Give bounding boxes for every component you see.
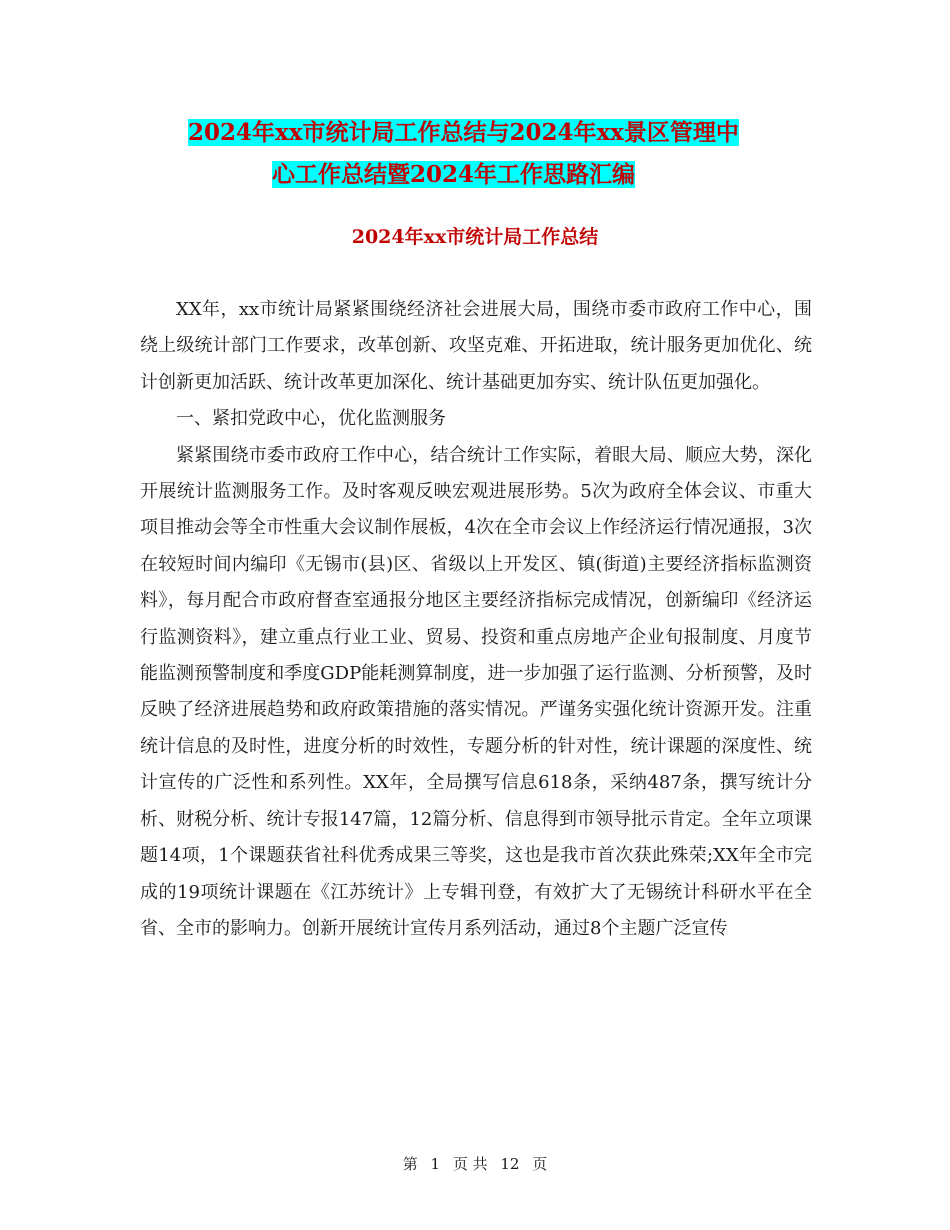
title-highlight-2: 心工作总结暨2024年工作思路汇编: [272, 161, 636, 188]
footer-total-pages: 12: [500, 1155, 520, 1173]
page-footer: [0, 1152, 950, 1176]
paragraph-monitoring: 紧紧围绕市委市政府工作中心，结合统计工作实际，着眼大局、顺应大势，深化开展统计监测服务工作。及时客观反映宏观进展形势。5次为政府全体会议、市重大项目推动会等全市性重大会议制作展板，4次在全市会议上作经济运行情况通报，3次在较短时间内编印《无锡市(县)区、省级以上开发区、镇(街道)主要经济指标监测资料》，每月配合市政府督查室通报分地区主要经济指标完成情况，创新编印《经济运行监测资料》，建立重点行业工业、贸易、投资和重点房地产企业旬报制度、月度节能监测预警制度和季度GDP能耗测算制度，进一步加强了运行监测、分析预警，及时反映了经济进展趋势和政府政策措施的落实情况。严谨务实强化统计资源开发。注重统计信息的及时性，进度分析的时效性，专题分析的针对性，统计课题的深度性、统计宣传的广泛性和系列性。XX年，全局撰写信息618条，采纳487条，撰写统计分析、财税分析、统计专报147篇，12篇分析、信息得到市领导批示肯定。全年立项课题14项，1个课题获省社科优秀成果三等奖，这也是我市首次获此殊荣;XX年全市完成的19项统计课题在《江苏统计》上专辑刊登，有效扩大了无锡统计科研水平在全省、全市的影响力。创新开展统计宣传月系列活动，通过8个主题广泛宣传: [140, 444, 812, 939]
section-title: 2024年xx市统计局工作总结: [351, 226, 599, 248]
footer-mid: 页 共: [452, 1155, 488, 1173]
document-body: [140, 292, 812, 947]
document-title-line-2: [140, 154, 820, 196]
paragraph-heading-1: 一、紧扣党政中心，优化监测服务: [176, 408, 446, 430]
document-title: [140, 112, 820, 196]
title-highlight-1: 2024年xx市统计局工作总结与2024年xx景区管理中: [188, 119, 739, 146]
footer-prefix: 第: [402, 1155, 418, 1173]
document-title-line-1: [140, 112, 820, 154]
footer-page-number: 1: [430, 1155, 441, 1173]
paragraph-intro: XX年，xx市统计局紧紧围绕经济社会进展大局，围绕市委市政府工作中心，围绕上级统计部门工作要求，改革创新、攻坚克难、开拓进取，统计服务更加优化、统计创新更加活跃、统计改革更加深化、统计基础更加夯实、统计队伍更加强化。: [140, 299, 812, 393]
footer-suffix: 页: [532, 1155, 548, 1173]
